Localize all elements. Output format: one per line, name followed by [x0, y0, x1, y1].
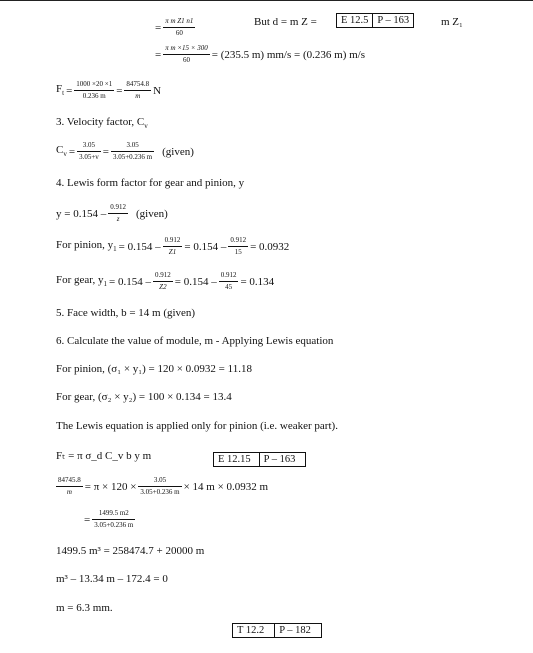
sub-fraction-2 — [138, 476, 181, 497]
gear-product: For gear, (σ₂ × y₂) = 100 × 0.134 = 13.4 — [56, 391, 232, 403]
pinion-mid: = 0.154 – — [118, 240, 161, 253]
velocity-result: = (235.5 m) mm/s = (0.236 m) m/s — [211, 48, 365, 61]
y-fraction — [108, 203, 128, 224]
section-6-heading: 6. Calculate the value of module, m - Applying Lewis equation — [56, 335, 334, 347]
equals-sign: = — [155, 48, 162, 61]
velocity-row-1 — [155, 17, 197, 38]
equals-sign: = — [84, 513, 91, 526]
ref-table: T 12.2 — [237, 625, 265, 636]
numerator: 3.05 — [111, 141, 154, 152]
denominator: 3.05+0.236 m — [140, 488, 180, 496]
denominator: 0.236 m — [82, 92, 106, 100]
numerator: 84745.8 — [56, 476, 83, 487]
numerator: 3.05 — [77, 141, 101, 152]
pinion-lhs: For pinion, $y_1$ — [56, 239, 117, 254]
reference-box — [336, 13, 414, 28]
form-factor-eq — [56, 203, 168, 224]
denominator: 15 — [234, 248, 242, 256]
denominator: m — [135, 92, 141, 100]
numerator: π m ×15 × 300 — [163, 44, 210, 55]
lewis-note: The Lewis equation is applied only for pinion (i.e. weaker part). — [56, 420, 338, 432]
diameter-tail: m Z₁ — [441, 16, 463, 28]
section-3-heading: 3. Velocity factor, $C_v$ — [56, 116, 148, 131]
denominator: 60 — [182, 56, 190, 64]
denominator: Z1 — [168, 248, 177, 256]
denominator: z — [116, 215, 120, 223]
force-symbol: $F_t$ — [56, 83, 65, 98]
denominator: 45 — [225, 283, 233, 291]
denominator: m — [66, 488, 72, 496]
cv-fraction-2 — [111, 141, 154, 162]
force-fraction-1 — [74, 80, 114, 101]
lewis-reference-box — [213, 452, 306, 467]
gear-fraction-2 — [219, 271, 239, 292]
velocity-factor-eq — [56, 141, 194, 162]
numerator: 1000 ×20 ×1 — [74, 80, 114, 91]
denominator: Z2 — [159, 283, 167, 291]
numerator: 1499.5 m2 — [92, 509, 135, 520]
equals-sign: = — [102, 145, 109, 158]
given-note: (given) — [162, 145, 194, 158]
pinion-fraction-1 — [163, 236, 183, 257]
equals-sign: = — [155, 21, 162, 34]
equals-sign: = — [66, 84, 73, 97]
numerator: 84754.8 — [124, 80, 151, 91]
pinion-product: For pinion, (σ₁ × y₁) = 120 × 0.0932 = 11.18 — [56, 363, 252, 375]
force-fraction-2 — [124, 80, 151, 101]
final-module: m = 6.3 mm. — [56, 602, 113, 614]
numerator: 3.05 — [138, 476, 181, 487]
numerator: 0.912 — [219, 271, 239, 282]
section-5-face-width: 5. Face width, b = 14 m (given) — [56, 307, 196, 319]
velocity-row-2 — [155, 44, 365, 65]
equals-sign: = — [116, 84, 123, 97]
gear-mid-2: = 0.154 – — [174, 275, 217, 288]
numerator: π m Z1 n1 — [163, 17, 195, 28]
sub2-fraction — [92, 509, 135, 530]
tangential-force-eq — [56, 80, 161, 101]
bottom-reference-box — [232, 623, 322, 638]
polynomial-1: 1499.5 m³ = 258474.7 + 20000 m — [56, 545, 205, 557]
gear-form-factor — [56, 271, 274, 292]
gear-mid: = 0.154 – — [109, 275, 151, 288]
pinion-result: = 0.0932 — [250, 240, 290, 253]
given-note: (given) — [135, 207, 168, 220]
gear-result: = 0.134 — [240, 275, 275, 288]
denominator: 3.05+v — [79, 153, 99, 161]
numerator: 0.912 — [228, 236, 248, 247]
pinion-mid-2: = 0.154 – — [184, 240, 227, 253]
polynomial-2: m³ – 13.34 m – 172.4 = 0 — [56, 573, 168, 585]
substitution-eq — [56, 476, 268, 497]
numerator: 0.912 — [153, 271, 173, 282]
cv-symbol: $C_v$ — [56, 144, 67, 159]
top-rule — [0, 0, 533, 1]
ref-equation: E 12.15 — [218, 454, 251, 465]
gear-lhs: For gear, $y_1$ — [56, 274, 108, 289]
denominator: 3.05+0.236 m — [112, 153, 153, 161]
pinion-fraction-2 — [228, 236, 248, 257]
sub-tail: × 14 m × 0.0932 m — [183, 480, 269, 493]
pinion-form-factor — [56, 236, 289, 257]
ref-page: P – 163 — [259, 453, 306, 466]
ref-page: P – 182 — [274, 624, 321, 637]
numerator: 0.912 — [108, 203, 128, 214]
substitution-eq-2 — [84, 509, 137, 530]
diameter-note: But d = m Z = — [254, 16, 317, 28]
y-lhs: y = 0.154 – — [56, 207, 107, 220]
section-4-heading: 4. Lewis form factor for gear and pinion, y — [56, 177, 245, 189]
sub-mid: = π × 120 × — [84, 480, 137, 493]
sub-fraction-1 — [56, 476, 83, 497]
velocity-fraction — [163, 44, 210, 65]
ref-page: P – 163 — [372, 14, 413, 27]
denominator: 60 — [175, 29, 183, 37]
lewis-equation: Fₜ = π σ_d C_v b y m — [56, 450, 152, 462]
velocity-fraction — [163, 17, 195, 38]
equals-sign: = — [68, 145, 76, 158]
cv-fraction-1 — [77, 141, 101, 162]
ref-equation: E 12.5 — [341, 15, 369, 26]
numerator: 0.912 — [163, 236, 183, 247]
gear-fraction-1 — [153, 271, 173, 292]
denominator: 3.05+0.236 m — [94, 521, 134, 529]
force-unit: N — [153, 84, 162, 97]
